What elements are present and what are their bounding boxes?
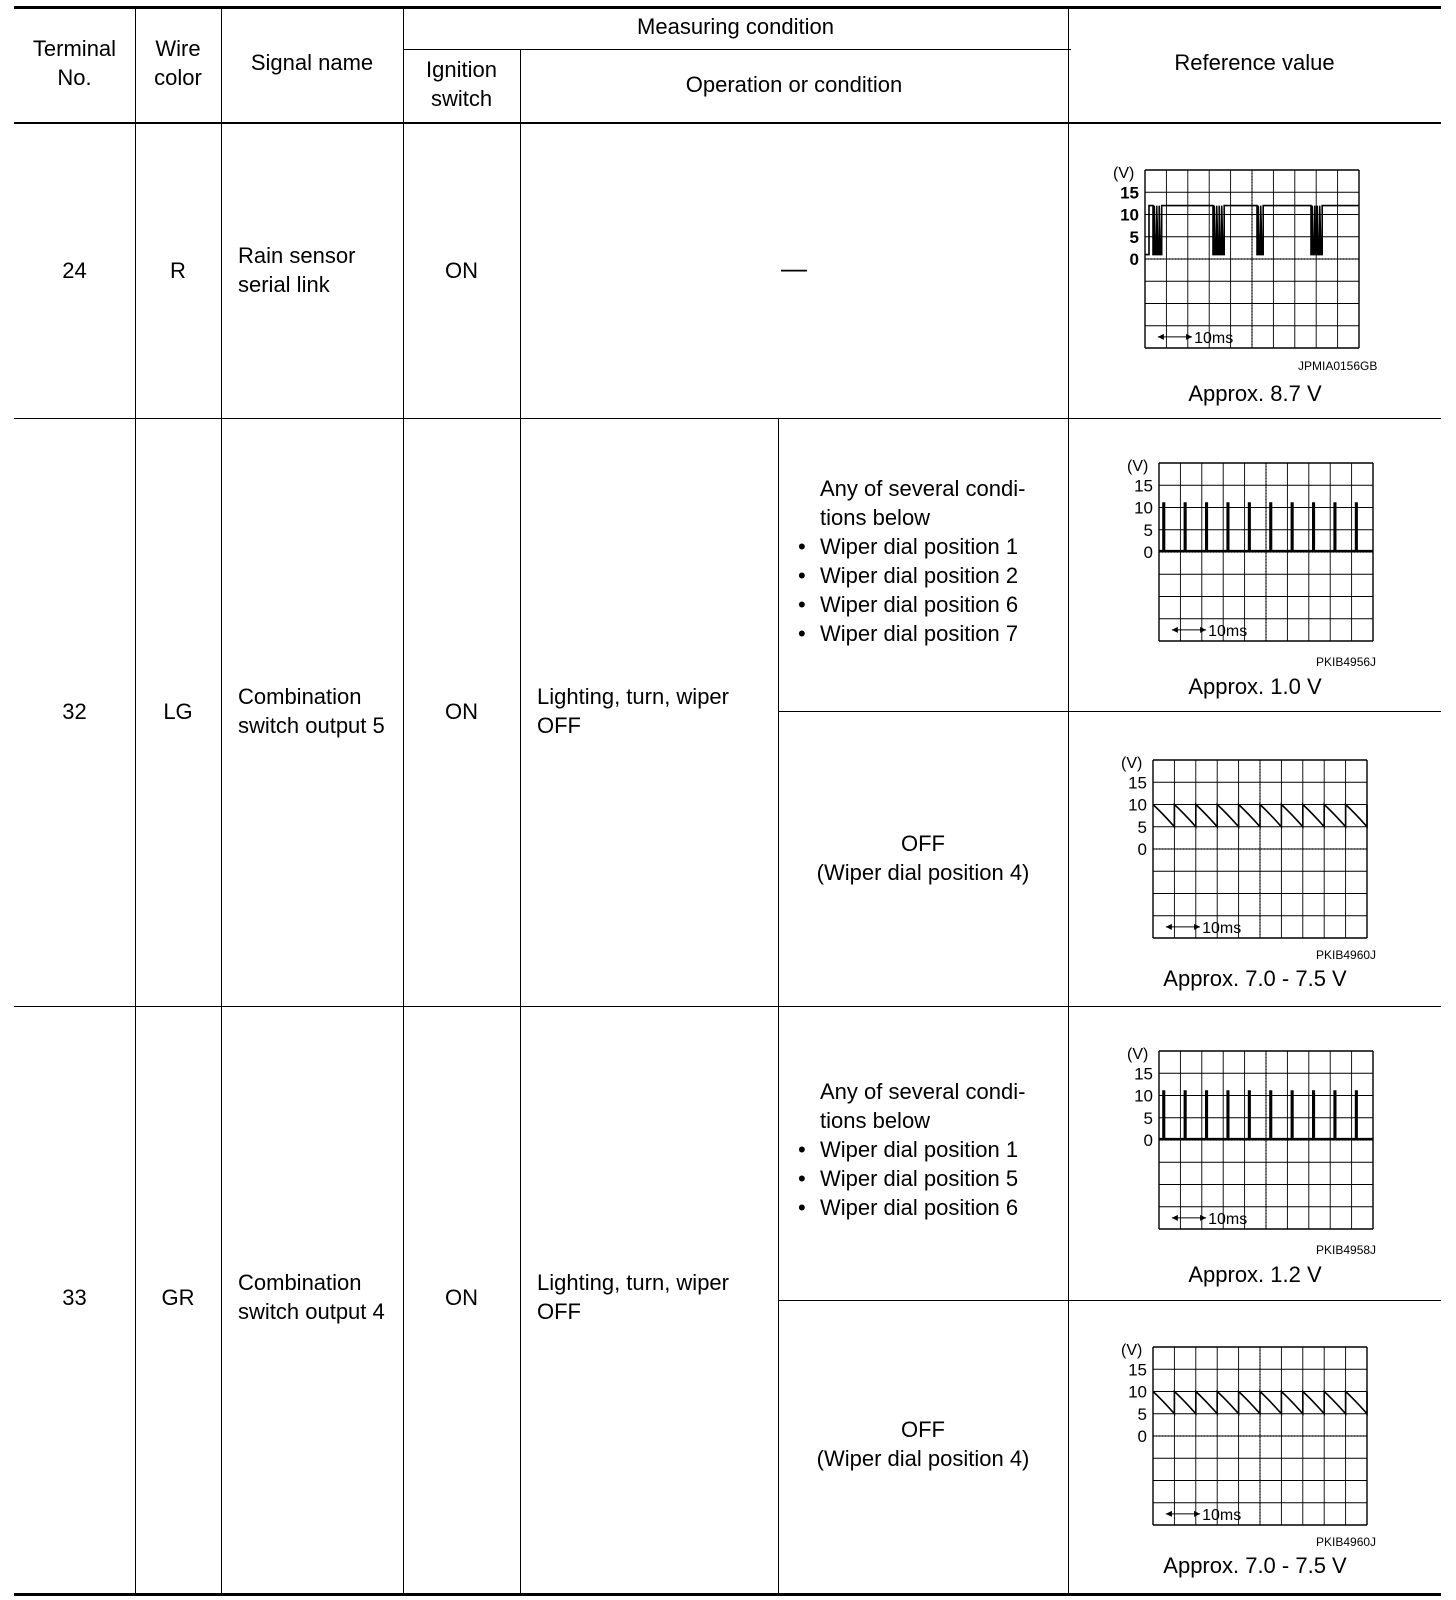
header-ignition-switch [403, 55, 520, 113]
time-marker-arrow [1158, 334, 1164, 340]
waveform-code: PKIB4956J [1316, 655, 1377, 669]
table-top-rule [14, 6, 1441, 9]
condition-off-line1: OFF [901, 831, 945, 856]
tick-label: 5 [1137, 817, 1147, 837]
tick-label: 10 [1128, 1382, 1147, 1402]
waveform-code: PKIB4958J [1316, 1243, 1377, 1257]
signal-line2: switch output 5 [238, 713, 385, 738]
terminal-no: 24 [62, 258, 87, 283]
tick-label: 5 [1129, 227, 1139, 247]
header-wire-color [135, 34, 221, 92]
waveform-trace [1153, 1392, 1367, 1414]
col-rule-2 [221, 8, 222, 1595]
header-reference-value: Reference value [1174, 50, 1335, 75]
signal-line1: Combination [238, 684, 362, 709]
time-marker-arrow [1166, 1511, 1172, 1517]
time-marker-arrow [1200, 1215, 1206, 1221]
time-marker-arrow [1194, 924, 1200, 930]
header-terminal-line2: No. [57, 65, 92, 90]
oscilloscope-waveform-rain-sensor [1105, 162, 1405, 352]
table-bottom-rule [14, 1593, 1441, 1596]
condition-off-line1: OFF [901, 1417, 945, 1442]
ignition-switch: ON [445, 258, 478, 283]
reference-value: Approx. 7.0 - 7.5 V [1163, 966, 1347, 991]
scope-grid [1159, 463, 1373, 641]
oscilloscope-waveform-decay [1113, 1339, 1413, 1529]
condition-list [796, 1077, 1066, 1222]
row-33-split-rule [778, 1300, 1441, 1301]
oscilloscope-waveform-decay [1113, 752, 1413, 942]
header-ignition-line2: switch [430, 86, 493, 111]
tick-label: 15 [1128, 1360, 1147, 1380]
terminal-no: 33 [62, 1285, 87, 1310]
tick-label: 0 [1137, 840, 1147, 859]
waveform-code: PKIB4960J [1316, 1535, 1377, 1549]
list-item: • Wiper dial position 1 [796, 532, 1066, 561]
list-item: • Wiper dial position 6 [796, 1193, 1066, 1222]
list-item: • Wiper dial position 6 [796, 590, 1066, 619]
condition-bullets [796, 1135, 1066, 1222]
oscilloscope-waveform-pulse [1119, 1043, 1419, 1233]
time-marker-label: 10ms [1202, 919, 1242, 937]
signal-line1: Rain sensor [238, 243, 356, 268]
operation [537, 1268, 777, 1326]
operation-dash: — [781, 253, 807, 283]
header-wire-line1: Wire [155, 36, 201, 61]
time-marker-arrow [1172, 1215, 1178, 1221]
header-operation-or-condition: Operation or condition [685, 72, 903, 97]
condition-intro-line1: Any of several condi- [820, 476, 1026, 501]
volt-unit-label: (V) [1127, 1046, 1149, 1063]
time-marker-arrow [1172, 627, 1178, 633]
header-signal-name: Signal name [250, 50, 374, 75]
list-item: • Wiper dial position 2 [796, 561, 1066, 590]
volt-unit-label: (V) [1127, 458, 1149, 475]
signal-line1: Combination [238, 1270, 362, 1295]
scope-grid [1153, 760, 1367, 938]
tick-label: 15 [1134, 1064, 1153, 1084]
tick-label: 0 [1143, 1131, 1153, 1150]
tick-label: 10 [1134, 1086, 1153, 1106]
signal-name [238, 241, 403, 299]
tick-label: 10 [1128, 795, 1147, 815]
col-rule-1 [135, 8, 136, 1595]
row-24-bottom-rule [14, 418, 1441, 419]
wire-color: LG [163, 699, 193, 724]
waveform-trace [1153, 805, 1367, 827]
ignition-switch: ON [445, 699, 478, 724]
time-marker-arrow [1200, 627, 1206, 633]
header-terminal-no [14, 34, 135, 92]
terminal-no: 32 [62, 699, 87, 724]
waveform-code: JPMIA0156GB [1298, 359, 1378, 373]
signal-name [238, 682, 403, 740]
tick-label: 15 [1134, 476, 1153, 496]
volt-unit-label: (V) [1121, 1342, 1143, 1359]
condition-off [778, 829, 1068, 887]
row-32-split-rule [778, 711, 1441, 712]
operation-line2: OFF [537, 1299, 581, 1324]
time-marker-arrow [1186, 334, 1192, 340]
condition-list [796, 474, 1066, 648]
condition-intro-line1: Any of several condi- [820, 1079, 1026, 1104]
tick-label: 10 [1134, 498, 1153, 518]
operation [537, 682, 777, 740]
header-ignition-line1: Ignition [426, 57, 497, 82]
tick-label: 10 [1120, 205, 1139, 225]
measuring-condition-rule [404, 49, 1071, 50]
time-marker-label: 10ms [1202, 1506, 1242, 1524]
time-marker-label: 10ms [1208, 1210, 1248, 1228]
list-item: • Wiper dial position 5 [796, 1164, 1066, 1193]
operation-line2: OFF [537, 713, 581, 738]
tick-label: 0 [1137, 1427, 1147, 1446]
scope-grid [1153, 1347, 1367, 1525]
tick-label: 0 [1143, 543, 1153, 562]
tick-label: 15 [1128, 773, 1147, 793]
volt-unit-label: (V) [1121, 755, 1143, 772]
tick-label: 5 [1137, 1404, 1147, 1424]
operation-line1: Lighting, turn, wiper [537, 684, 729, 709]
condition-intro-line2: tions below [820, 505, 931, 530]
operation-line1: Lighting, turn, wiper [537, 1270, 729, 1295]
time-marker-label: 10ms [1194, 329, 1234, 347]
volt-unit-label: (V) [1113, 165, 1135, 182]
list-item: • Wiper dial position 1 [796, 1135, 1066, 1164]
scope-grid [1159, 1051, 1373, 1229]
reference-value: Approx. 1.2 V [1188, 1262, 1322, 1287]
tick-label: 0 [1129, 250, 1139, 269]
condition-intro-line2: tions below [820, 1108, 931, 1133]
time-marker-label: 10ms [1208, 622, 1248, 640]
header-wire-line2: color [154, 65, 202, 90]
header-bottom-rule [14, 122, 1441, 124]
condition-off-line2: (Wiper dial position 4) [816, 860, 1030, 885]
oscilloscope-waveform-pulse [1119, 455, 1419, 645]
signal-line2: switch output 4 [238, 1299, 385, 1324]
header-measuring-condition: Measuring condition [637, 14, 834, 39]
signal-line2: serial link [238, 272, 330, 297]
time-marker-arrow [1194, 1511, 1200, 1517]
tick-label: 5 [1143, 520, 1153, 540]
col-rule-3 [403, 8, 404, 1595]
row-32-bottom-rule [14, 1006, 1441, 1007]
condition-bullets [796, 532, 1066, 648]
tick-label: 5 [1143, 1108, 1153, 1128]
wire-color: GR [161, 1285, 195, 1310]
tick-label: 15 [1120, 183, 1139, 203]
scope-grid [1145, 170, 1359, 348]
condition-off [778, 1415, 1068, 1473]
condition-off-line2: (Wiper dial position 4) [816, 1446, 1030, 1471]
reference-value: Approx. 8.7 V [1188, 381, 1322, 406]
header-terminal-line1: Terminal [32, 36, 117, 61]
reference-value: Approx. 1.0 V [1188, 674, 1322, 699]
ignition-switch: ON [445, 1285, 478, 1310]
list-item: • Wiper dial position 7 [796, 619, 1066, 648]
reference-value: Approx. 7.0 - 7.5 V [1163, 1553, 1347, 1578]
waveform-code: PKIB4960J [1316, 948, 1377, 962]
time-marker-arrow [1166, 924, 1172, 930]
col-rule-6 [1068, 8, 1069, 1595]
wire-color: R [170, 258, 186, 283]
signal-name [238, 1268, 403, 1326]
